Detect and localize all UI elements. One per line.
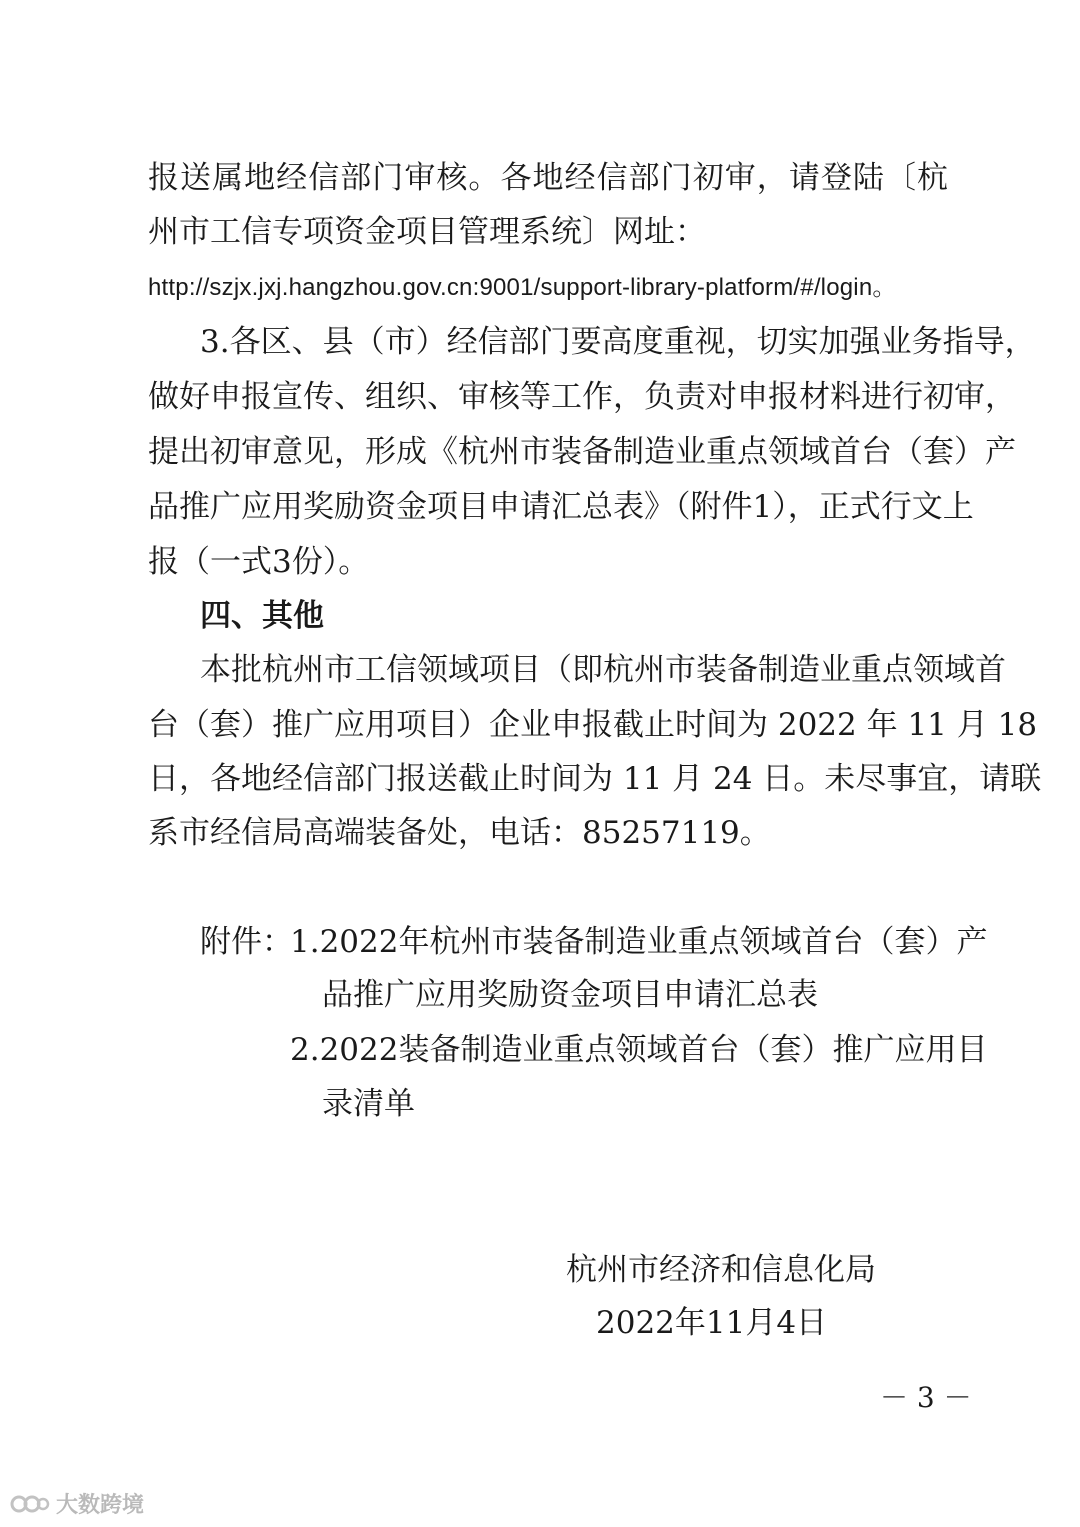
paragraph-line: 3.各区、县（市）经信部门要高度重视，切实加强业务指导，	[200, 324, 1036, 360]
paragraph-line: 品推广应用奖励资金项目申请汇总表》（附件1），正式行文上	[148, 489, 974, 525]
paragraph-line: 报送属地经信部门审核。各地经信部门初审，请登陆〔杭	[148, 160, 948, 196]
signature-org: 杭州市经济和信息化局	[566, 1252, 876, 1288]
page-number: － 3 －	[880, 1381, 972, 1414]
attachments-label: 附件：	[200, 924, 293, 960]
paragraph-line: 系市经信局高端装备处，电话：85257119。	[148, 815, 771, 851]
paragraph-line: 报（一式3份）。	[148, 544, 370, 580]
attachment-item-1-cont: 品推广应用奖励资金项目申请汇总表	[322, 977, 818, 1013]
section-heading: 四、其他	[200, 598, 324, 634]
paragraph-line: 做好申报宣传、组织、审核等工作，负责对申报材料进行初审，	[148, 379, 1016, 415]
paragraph-line: 本批杭州市工信领域项目（即杭州市装备制造业重点领域首	[200, 652, 1006, 688]
attachment-item-1: 1.2022年杭州市装备制造业重点领域首台（套）产	[290, 924, 988, 960]
watermark-text: 大数跨境	[56, 1493, 145, 1518]
signature-date: 2022年11月4日	[596, 1305, 828, 1341]
paragraph-line: 提出初审意见，形成《杭州市装备制造业重点领域首台（套）产	[148, 434, 1016, 470]
paragraph-line: 日，各地经信部门报送截止时间为 11 月 24 日。未尽事宜，请联	[148, 761, 1042, 797]
watermark	[10, 1488, 144, 1519]
attachment-item-2-cont: 录清单	[322, 1086, 415, 1122]
paragraph-line: 州市工信专项资金项目管理系统〕网址：	[148, 214, 706, 250]
attachment-item-2: 2.2022装备制造业重点领域首台（套）推广应用目	[290, 1032, 988, 1068]
system-url: http://szjx.jxj.hangzhou.gov.cn:9001/support-library-platform/#/login。	[148, 274, 897, 301]
brand-logo-icon	[10, 1492, 50, 1516]
paragraph-line: 台（套）推广应用项目）企业申报截止时间为 2022 年 11 月 18	[148, 707, 1038, 743]
